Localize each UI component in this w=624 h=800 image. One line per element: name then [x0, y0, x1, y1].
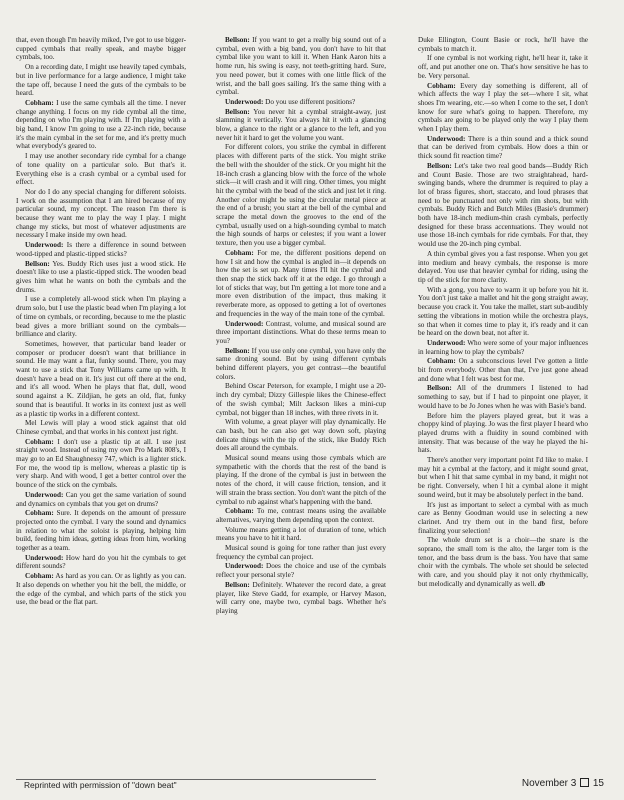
paragraph-text: Can you get the same variation of sound and dynamics on cymbals that you get on drums?	[16, 490, 186, 508]
paragraph-text: For me, the different positions depend on how I sit and how the cymbal is angled in—it depends on how the set is set up. Many times I'll hit the cymbal and then snap the stick back off it at the edge. I go through a lot of sticks that way, but I'm getting a lot more tone and a more even distribution of the impact, thus making it reverberate more, as opposed to getting a lot of overtones and frequencies in the way of the main tone of the cymbal.	[216, 248, 386, 318]
paragraph-text: Nor do I do any special changing for different soloists. I work on the assumption that I am hired because of my particular sound, my concept. The reason I'm there is because they want me to play the way I play. I might change my sticks, but most of whatever adjustments are necessary I make inside my own head.	[16, 187, 186, 240]
paragraph-text: Mel Lewis will play a wood stick against that old Chinese cymbal, and that works in his context just right.	[16, 419, 186, 436]
speaker-name: Bellson:	[427, 384, 452, 393]
paragraph	[216, 418, 386, 453]
paragraph	[216, 382, 386, 417]
paragraph-text: Does the choice and use of the cymbals reflect your personal style?	[216, 562, 386, 580]
paragraph	[418, 536, 588, 588]
speaker-name: Underwood:	[427, 134, 466, 143]
speaker-name: Bellson:	[427, 161, 452, 170]
paragraph-text: There is a thin sound and a thick sound that can be derived from cymbals. How does a thin or thick sound fit reaction time?	[418, 134, 588, 161]
page-folio	[522, 778, 604, 789]
paragraph-text: On a subconscious level I've gotten a little bit from everybody. Other than that, I've just gone ahead and done what I felt was best for me.	[418, 357, 588, 383]
paragraph	[418, 162, 588, 249]
paragraph-text: A thin cymbal gives you a fast response. When you get into medium and heavy cymbals, the response is more delayed. You use that heavier cymbal for riding, using the tip of the stick for more clarity.	[418, 249, 588, 284]
text-column-2	[216, 36, 386, 617]
speaker-name: Cobham:	[225, 248, 254, 257]
paragraph	[216, 108, 386, 143]
text-column-3	[418, 36, 588, 590]
end-mark: db	[537, 579, 545, 588]
square-separator-icon	[580, 778, 589, 787]
paragraph-text: The whole drum set is a choir—the snare is the soprano, the small tom is the alto, the larger tom is the tenor, and the bass drum is the bass. You have that same choir with the cymbals. The whole set should be selected with care, and you should play it not only rhythmically, but melodically and dynamically as well.	[418, 536, 588, 588]
paragraph	[16, 438, 186, 490]
speaker-name: Cobham:	[25, 572, 54, 581]
paragraph-text: To me, contrast means using the available alternatives, varying them depending upon the context.	[216, 507, 386, 524]
paragraph-text: There's another very important point I'd like to make. I may hit a cymbal at the factory, and it might sound great, but when I hit that same cymbal in my band, it might not be right. Conversely, when I hit a cymbal alone it might sound weird, but it may be absolutely perfect in the band.	[418, 456, 588, 499]
paragraph	[216, 143, 386, 247]
paragraph-text: As hard as you can. Or as lightly as you can. It also depends on whether you hit the bell, the middle, or the edge of the cymbal, and which parts of the stick you use, the bead or the flat part.	[16, 572, 186, 607]
paragraph-text: Definitely. Whatever the record date, a great player, like Steve Gadd, for example, or Harvey Mason, will carry one, maybe two, cymbal bags. Whether he's playing	[216, 580, 386, 615]
speaker-name: Bellson:	[25, 259, 50, 268]
paragraph	[216, 36, 386, 97]
paragraph	[216, 249, 386, 319]
paragraph	[418, 36, 588, 53]
speaker-name: Underwood:	[25, 241, 64, 250]
paragraph-text: You never hit a cymbal straight-away, just slamming it vertically. You always hit it with a glancing blow, a glance to the right or a glance to the left, and you never hit it hard to get the volume you want.	[216, 107, 386, 142]
paragraph-text: I use a completely all-wood stick when I'm playing a drum solo, but I use the plastic bead when I'm playing a lot of time on cymbals, or recording, because to me the plastic bead gives a more brilliant sound on the cymbals—brilliance and clarity.	[16, 295, 186, 339]
paragraph-text: Do you use different positions?	[263, 97, 356, 106]
paragraph	[16, 260, 186, 295]
paragraph	[16, 241, 186, 258]
paragraph	[418, 135, 588, 161]
paragraph-text: If you use only one cymbal, you have only the same droning sound. But by using different cymbals behind different players, you get contrast—the beautiful colors.	[216, 346, 386, 381]
paragraph-text: With volume, a great player will play dynamically. He can bash, but he can also get way down soft, playing delicate things with the tip of the stick, like Buddy Rich does all around the cymbals.	[216, 418, 386, 453]
paragraph-text: Sure. It depends on the amount of pressure projected onto the cymbal. I vary the sound and dynamics in relation to what the soloist is playing, helping him build, feeding him ideas, getting ideas from him, working together as a team.	[16, 509, 186, 553]
speaker-name: Underwood:	[25, 553, 64, 562]
speaker-name: Underwood:	[427, 338, 466, 347]
speaker-name: Underwood:	[225, 319, 264, 328]
paragraph-text: Every day something is different, all of which affects the way I play the set—where I sit, what shoes I'm wearing, etc.—so when I come to the set, I don't know for sure what's going to happen. Therefore, my cymbals are going to be played only the way I play them when I play them.	[418, 81, 588, 134]
paragraph	[418, 501, 588, 536]
paragraph	[418, 54, 588, 80]
speaker-name: Cobham:	[25, 98, 54, 107]
paragraph	[418, 286, 588, 338]
paragraph-text: Let's take two real good bands—Buddy Rich and Count Basie. Those are two straightahead, hard-swinging bands, where the drummer is required to play a lot of brass figures, short, staccato, and loud phrases that need to be punctuated not only with rim shots, but with cymbals. Buddy Rich and Butch Miles (Basie's drummer) both have 18-inch medium-thin crash cymbals, perfectly designed for these brass accentuations. They would not use those 18-inch cymbals for ride cymbals. For that, they would use the 20-inch ping cymbal.	[418, 161, 588, 249]
paragraph-text: It's just as important to select a cymbal with as much care as Benny Goodman would use in selecting a new clarinet. And try them out in the band first, before finalizing your selection!	[418, 500, 588, 535]
paragraph-text: Musical sound means using those cymbals which are sympathetic with the chords that the rest of the band is playing. If the drone of the cymbal is just in between the notes of the chord, it will cause friction, tension, and it will strain the brass section. You don't want the pitch of the cymbal to rub against what's happening with the band.	[216, 454, 386, 506]
paragraph-text: All of the drummers I listened to had something to say, but if I had to pinpoint one player, it would have to be Jo Jones when he was with Basie's band.	[418, 384, 588, 410]
page-number: 15	[592, 778, 604, 789]
paragraph	[216, 526, 386, 543]
speaker-name: Underwood:	[225, 97, 264, 106]
paragraph	[216, 562, 386, 579]
speaker-name: Cobham:	[25, 437, 54, 446]
paragraph-text: How hard do you hit the cymbals to get different sounds?	[16, 553, 186, 571]
speaker-name: Underwood:	[225, 562, 264, 571]
paragraph	[16, 99, 186, 151]
paragraph-text: If you want to get a really big sound out of a cymbal, even with a big band, you don't have to hit that cymbal like you want to kill it. When Hank Aaron hits a home run, his swing is easy, not teeth-gritting hard. Sure, you need power, but it comes with one little flick of the wrist, and the ball goes sailing. It's the same thing with a cymbal.	[216, 36, 386, 97]
text-column-1	[16, 36, 186, 608]
paragraph-text: On a recording date, I might use heavily taped cymbals, but in live performance for a large audience, I might take the tape off, because I need the guts of the cymbals to be heard.	[16, 63, 186, 98]
reprint-credit: Reprinted with permission of "down beat"	[24, 780, 177, 790]
paragraph	[16, 63, 186, 98]
paragraph	[16, 36, 186, 62]
speaker-name: Cobham:	[225, 507, 254, 516]
paragraph	[16, 572, 186, 607]
paragraph	[16, 419, 186, 436]
speaker-name: Bellson:	[225, 36, 250, 44]
paragraph	[16, 152, 186, 187]
paragraph	[216, 507, 386, 524]
paragraph-text: Duke Ellington, Count Basie or rock, he'll have the cymbals to match it.	[418, 36, 588, 53]
paragraph-text: Who were some of your major influences in learning how to play the cymbals?	[418, 338, 588, 356]
speaker-name: Cobham:	[427, 357, 456, 366]
paragraph	[216, 347, 386, 382]
issue-date: November 3	[521, 778, 577, 789]
paragraph	[16, 295, 186, 339]
paragraph-text: Volume means getting a lot of duration of tone, which means you have to hit it hard.	[216, 525, 386, 543]
paragraph-text: Musical sound is going for tone rather than just every frequency the cymbal can project.	[216, 544, 386, 561]
paragraph-text: For different colors, you strike the cymbal in different places with different parts of the stick. You might strike the bell with the shoulder of the stick. Or you might hit the 18-inch crash a glancing blow with the force of the whole stick—it will crash and it will ring. Other times, you might hit the cymbal with the bead of the stick and just let it ring. Another color might be using the circular metal piece at the end of a brush; you start at the bell of the cymbal and scrape the metal down the grooves to the end of the cymbal, usually used on a high-sounding cymbal to match the high sounds of harps or celestes; if you want a lower texture, then you use a bigger cymbal.	[216, 143, 386, 248]
paragraph-text: With a gong, you have to warm it up before you hit it. You don't just take a mallet and hit the gong straight away, because you crack it. You take the mallet, start sub-audibly setting the vibrations in motion while the orchestra plays, so that when it comes time to play it, it's ready and it can be heard on the down beat, not after it.	[418, 285, 588, 338]
paragraph	[418, 412, 588, 456]
paragraph-text: Behind Oscar Peterson, for example, I might use a 20-inch dry cymbal; Dizzy Gillespie likes the Chinese-effect of the swish cymbal; Milt Jackson likes a mini-cup cymbal, not bigger than 18 inches, with three rivets in it.	[216, 382, 386, 417]
paragraph	[418, 384, 588, 410]
speaker-name: Underwood:	[25, 490, 64, 499]
paragraph	[16, 509, 186, 553]
paragraph	[16, 340, 186, 418]
paragraph-text: Is there a difference in sound between wood-tipped and plastic-tipped sticks?	[16, 241, 186, 258]
speaker-name: Cobham:	[427, 81, 456, 90]
paragraph	[216, 454, 386, 506]
paragraph-text: If one cymbal is not working right, he'll hear it, take it off, and put another one on. That's how sensitive he has to be. Very personal.	[418, 54, 588, 80]
paragraph	[418, 357, 588, 383]
paragraph-text: Before him the players played great, but it was a choppy kind of playing. Jo was the first player I heard who played drums with a fluidity in sound combined with intensity. That was because of the way he played the hi-hats.	[418, 411, 588, 455]
paragraph	[216, 98, 386, 107]
paragraph	[418, 250, 588, 285]
paragraph-text: I may use another secondary ride cymbal for a change of tone quality on a particular solo. But that's it. Everything else is a crash cymbal or a cymbal used for effect.	[16, 152, 186, 187]
paragraph-text: Contrast, volume, and musical sound are three important distinctions. What do these terms mean to you?	[216, 319, 386, 345]
speaker-name: Bellson:	[225, 580, 250, 589]
paragraph-text: Sometimes, however, that particular band leader or composer or producer doesn't want that brilliance in sound. He may want a flat, funky sound. There, you may want to use a stick that Tony Williams came up with. It doesn't have a bead on it. It's just cut off there at the end, and it's all wood. When he plays that flat, dull, wood sound against a K. Zildjian, he gets an old, flat, funky sound that is beautiful. It works in its context just as well as a plastic tip works in a different context.	[16, 339, 186, 418]
speaker-name: Bellson:	[225, 107, 250, 116]
paragraph	[16, 491, 186, 508]
paragraph	[216, 320, 386, 346]
paragraph	[418, 82, 588, 134]
paragraph	[16, 554, 186, 571]
paragraph	[216, 581, 386, 616]
speaker-name: Bellson:	[225, 346, 250, 355]
paragraph	[16, 188, 186, 240]
paragraph	[418, 339, 588, 356]
paragraph-text: that, even though I'm heavily miked, I've got to use bigger-cupped cymbals that really speak, and maybe bigger cymbals, too.	[16, 36, 186, 62]
paragraph	[216, 544, 386, 561]
paragraph-text: Yes. Buddy Rich uses just a wood stick. He doesn't like to use a plastic-tipped stick. The wooden bead gives him what he wants on both the cymbals and the drums.	[16, 259, 186, 294]
paragraph	[418, 456, 588, 500]
speaker-name: Cobham:	[25, 509, 54, 518]
paragraph-text: I don't use a plastic tip at all. I use just straight wood. Instead of using my own Pro Mark 808's, I may go to an Ed Shaughnessy 747, which is a lighter stick. For me, the wood tip is mellow, whereas a plastic tip is very sharp. And with wood, I get a better control over the bounce of the stick on the cymbals.	[16, 437, 186, 490]
paragraph-text: I use the same cymbals all the time. I never change anything. I focus on my ride cymbal all the time, depending on who I'm playing with. If I'm playing with a big band, I know I'm going to use a 22-inch ride, because it's the main cymbal in the set for me, and it's pretty much what everybody's geared to.	[16, 98, 186, 151]
